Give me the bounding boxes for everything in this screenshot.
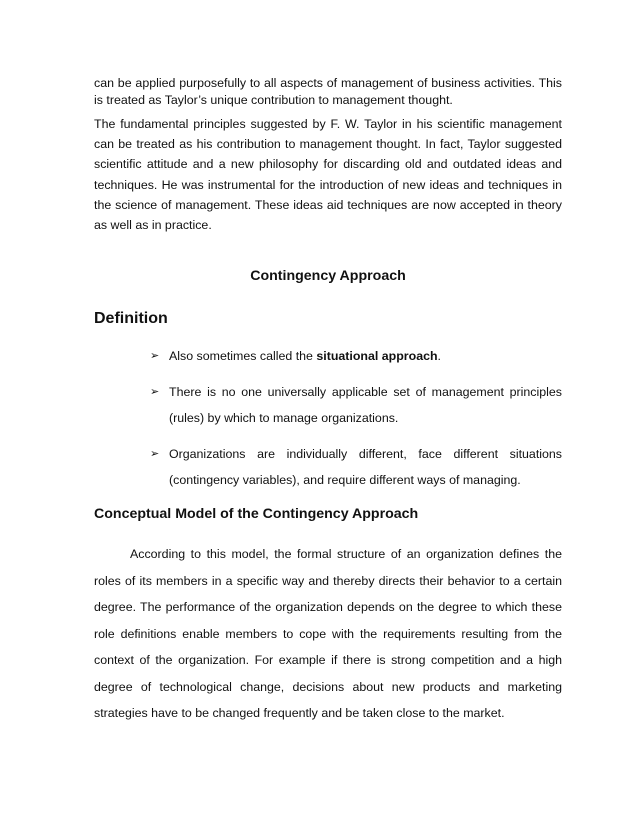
definition-heading: Definition	[94, 310, 168, 327]
paragraph-taylor-principles: The fundamental principles suggested by F. W. Taylor in his scientific management can be treated as his contribution to management thought. In fact, Taylor suggested scientific attitude and a new philosophy for discarding old and outdated ideas and techniques. He was instrumental for the introduction of new ideas and techniques in the science of management. These ideas aid techniques are now accepted in theory as well as in practice.	[94, 117, 562, 233]
arrow-right-icon: ➢	[150, 446, 160, 460]
conceptual-model-heading: Conceptual Model of the Contingency Approach	[94, 506, 419, 522]
arrow-right-icon: ➢	[150, 384, 160, 398]
bullet-text: There is no one universally applicable set of management principles (rules) by which to manage organizations.	[169, 384, 562, 425]
bullet-text-after: .	[437, 349, 441, 363]
definition-bullet-organizations-differ	[150, 441, 562, 494]
paragraph-conceptual-model: According to this model, the formal structure of an organization defines the roles of its members in a specific way and thereby directs their behavior to a certain degree. The performance of the organization depends on the degree to which these role definitions enable members to cope with the requirements resulting from the context of the organization. For example if there is strong competition and a high degree of technological change, decisions about new products and marketing strategies have to be changed frequently and be taken close to the market.	[94, 547, 562, 720]
arrow-right-icon: ➢	[150, 349, 160, 362]
bullet-bold-term: situational approach	[316, 349, 438, 363]
paragraph-taylor-contribution: can be applied purposefully to all aspects of management of business activities. This is treated as Taylor’s unique contribution to management thought.	[94, 76, 562, 107]
definition-bullet-no-universal-principles	[150, 379, 562, 432]
bullet-text-before: Also sometimes called the	[169, 349, 317, 363]
definition-bullet-list	[150, 343, 562, 503]
definition-bullet-situational	[150, 343, 562, 370]
bullet-text: Organizations are individually different, face different situations (contingency variables), and require different ways of managing.	[169, 446, 562, 487]
section-title: Contingency Approach	[250, 268, 406, 284]
